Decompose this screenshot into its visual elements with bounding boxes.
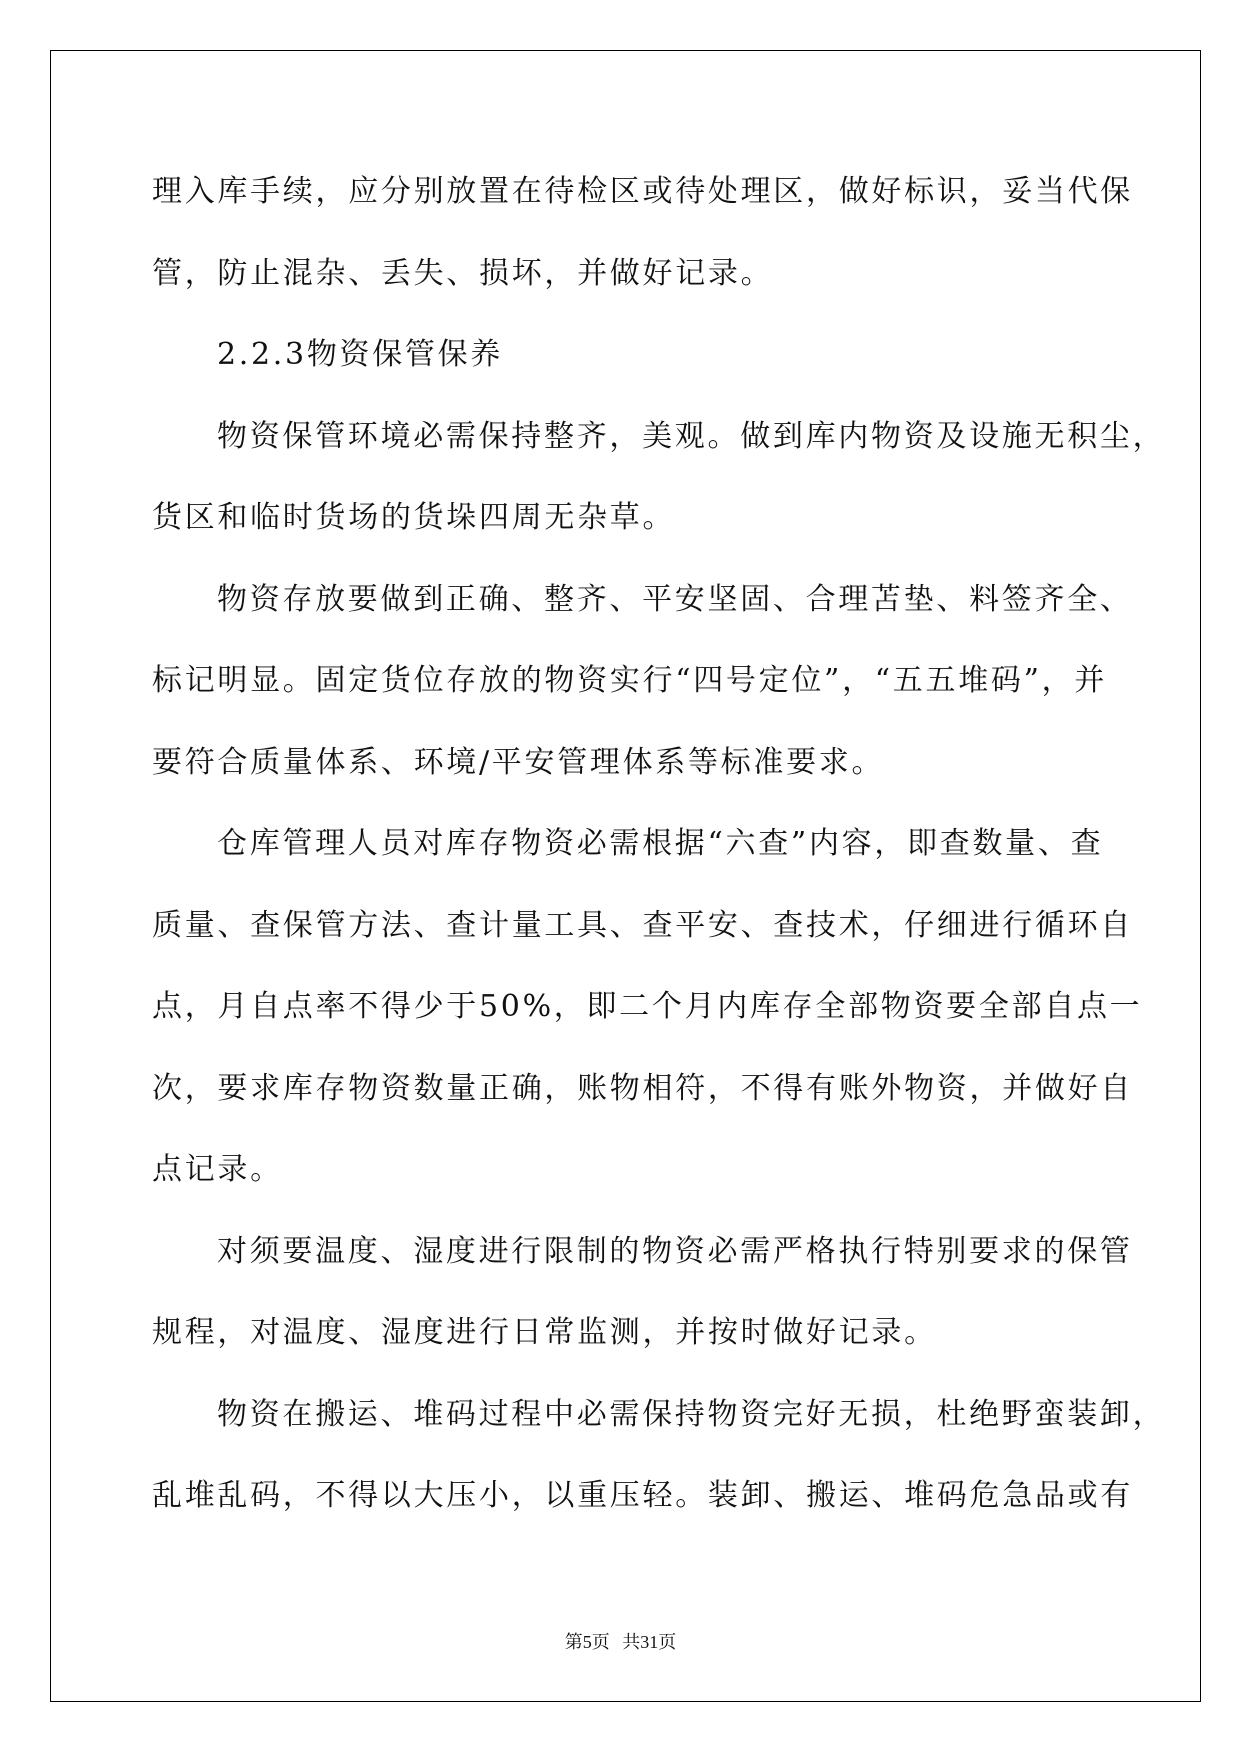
text-line: 点记录。: [152, 1152, 283, 1187]
text-line: 标记明显。固定货位存放的物资实行“四号定位”，“五五堆码”，并: [152, 663, 1108, 698]
page-number: 第5页: [564, 1632, 610, 1652]
text-line: 点，月自点率不得少于50%，即二个月内库存全部物资要全部自点一: [152, 989, 1143, 1024]
text-line: 物资保管环境必需保持整齐，美观。做到库内物资及设施无积尘，: [217, 418, 1166, 454]
page-total: 共31页: [622, 1632, 677, 1652]
text-line: 要符合质量体系、环境/平安管理体系等标准要求。: [152, 744, 885, 780]
text-line: 对须要温度、湿度进行限制的物资必需严格执行特别要求的保管: [217, 1233, 1133, 1269]
text-line: 仓库管理人员对库存物资必需根据“六查”内容，即查数量、查: [217, 826, 1104, 861]
text-line: 货区和临时货场的货垛四周无杂草。: [152, 500, 676, 535]
text-line: 管，防止混杂、丢失、损坏，并做好记录。: [152, 255, 774, 291]
text-line: 质量、查保管方法、查计量工具、查平安、查技术，仔细进行循环自: [152, 907, 1133, 943]
text-line: 理入库手续，应分别放置在待检区或待处理区，做好标识，妥当代保: [152, 174, 1133, 209]
text-line: 物资在搬运、堆码过程中必需保持物资完好无损，杜绝野蛮装卸，: [217, 1396, 1166, 1432]
text-line: 2.2.3物资保管保养: [217, 337, 504, 372]
text-line: 次，要求库存物资数量正确，账物相符，不得有账外物资，并做好自: [152, 1070, 1133, 1106]
text-line: 物资存放要做到正确、整齐、平安坚固、合理苫垫、料签齐全、: [217, 581, 1133, 617]
text-line: 规程，对温度、湿度进行日常监测，并按时做好记录。: [152, 1315, 937, 1350]
page-footer: [0, 1628, 1241, 1654]
text-line: 乱堆乱码，不得以大压小，以重压轻。装卸、搬运、堆码危急品或有: [152, 1478, 1133, 1513]
page-border: [50, 50, 1201, 1702]
